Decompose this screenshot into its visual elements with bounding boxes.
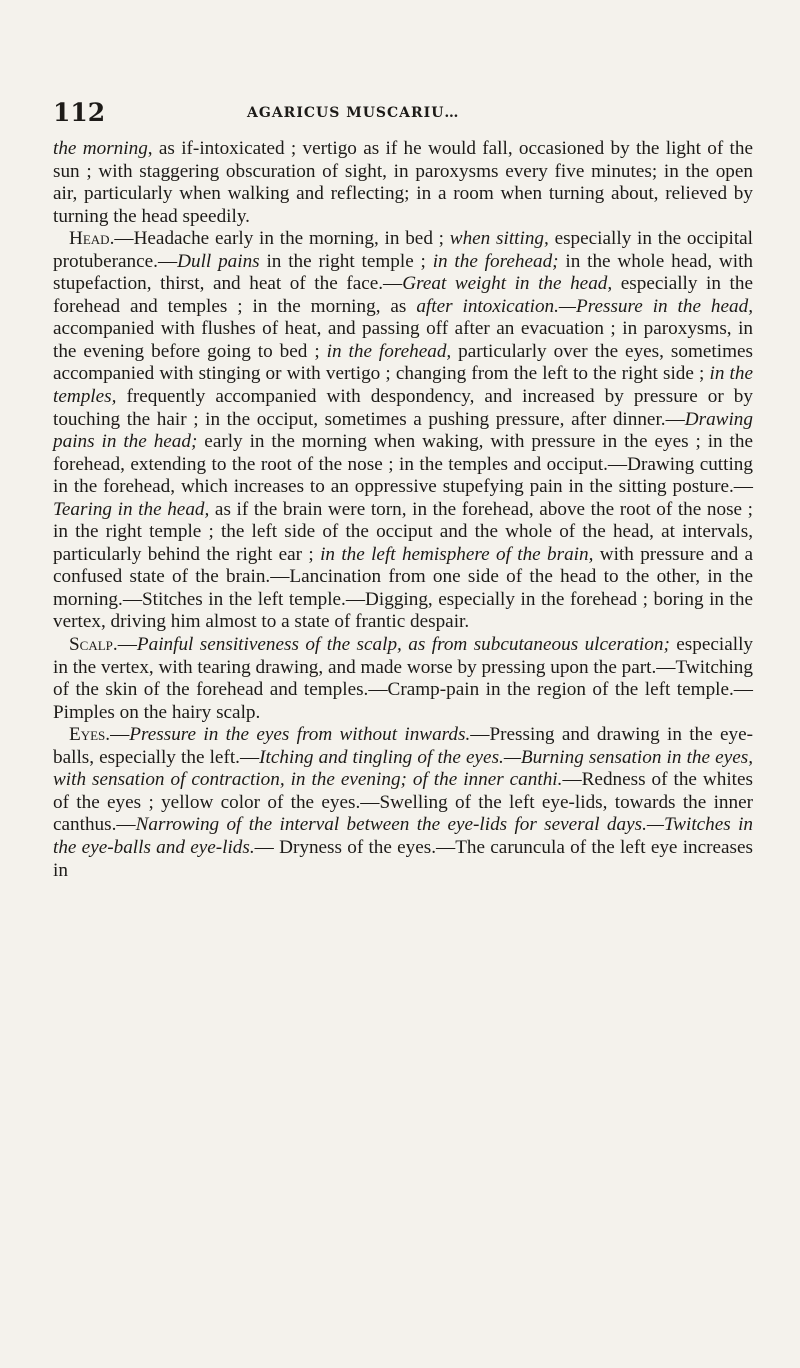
paragraph-scalp: Scalp.—Painful sensitiveness of the scalp, as from subcutaneous ulceration; especially in the vertex, with tearing drawing, and made worse by pressing upon the part.—Twitching of the skin of the forehead and temples.—Cramp-pain in the region of the left temple.— Pimples on the hairy scalp. (53, 634, 753, 723)
section-heading-eyes: Eyes. (69, 724, 111, 746)
section-heading-scalp: Scalp. (69, 634, 118, 656)
paragraph-eyes: Eyes.—Pressure in the eyes from without inwards.—Pressing and drawing in the eye-balls, especially the left.—Itching and tingling of the eyes.—Burning sensation in the eyes, with sensation of contraction, in the evening; of the inner canthi.—Redness of the whites of the eyes ; yellow color of the eyes.—Swelling of the left eye-lids, towards the inner canthus.—Narrowing of the interval between the eye-lids for several days.—Twitches in the eye-balls and eye-lids.— Dryness of the eyes.—The caruncula of the left eye increases in (53, 724, 754, 881)
body-text (53, 138, 753, 882)
paragraph-vertigo-continued: the morning, as if-intoxicated ; vertigo as if he would fall, occasioned by the light of the sun ; with staggering obscuration of sight, in paroxysms every five minutes; in the open air, particularly when walking and reflecting; in a room when turning about, relieved by turning the head speedily. (53, 138, 753, 227)
paragraph-head: Head.—Headache early in the morning, in bed ; when sitting, especially in the occipital protuberance.—Dull pains in the right temple ; in the forehead; in the whole head, with stupefaction, thirst, and heat of the face.—Great weight in the head, especially in the forehead and temples ; in the morning, as after intoxication.—Pressure in the head, accompanied with flushes of heat, and passing off after an evacuation ; in paroxysms, in the evening before going to bed ; in the forehead, particularly over the eyes, sometimes accompanied with stinging or with vertigo ; changing from the left to the right side ; in the temples, frequently accompanied with despondency, and increased by pressure or by touching the hair ; in the occiput, sometimes a pushing pressure, after dinner.—Drawing pains in the head; early in the morning when waking, with pressure in the eyes ; in the forehead, extending to the root of the nose ; in the temples and occiput.—Drawing cutting in the forehead, which increases to an oppressive stupefying pain in the sitting posture.—Tearing in the head, as if the brain were torn, in the forehead, above the root of the nose ; in the right temple ; the left side of the occiput and the whole of the head, at intervals, particularly behind the right ear ; in the left hemisphere of the brain, with pressure and a confused state of the brain.—Lancination from one side of the head to the other, in the morning.—Stitches in the left temple.—Digging, especially in the forehead ; boring in the vertex, driving him almost to a state of frantic despair. (53, 228, 754, 633)
running-head: AGARICUS MUSCARIU… (247, 105, 460, 121)
section-heading-head: Head. (69, 228, 115, 250)
page-number: 112 (53, 98, 106, 127)
page-header (53, 98, 753, 132)
